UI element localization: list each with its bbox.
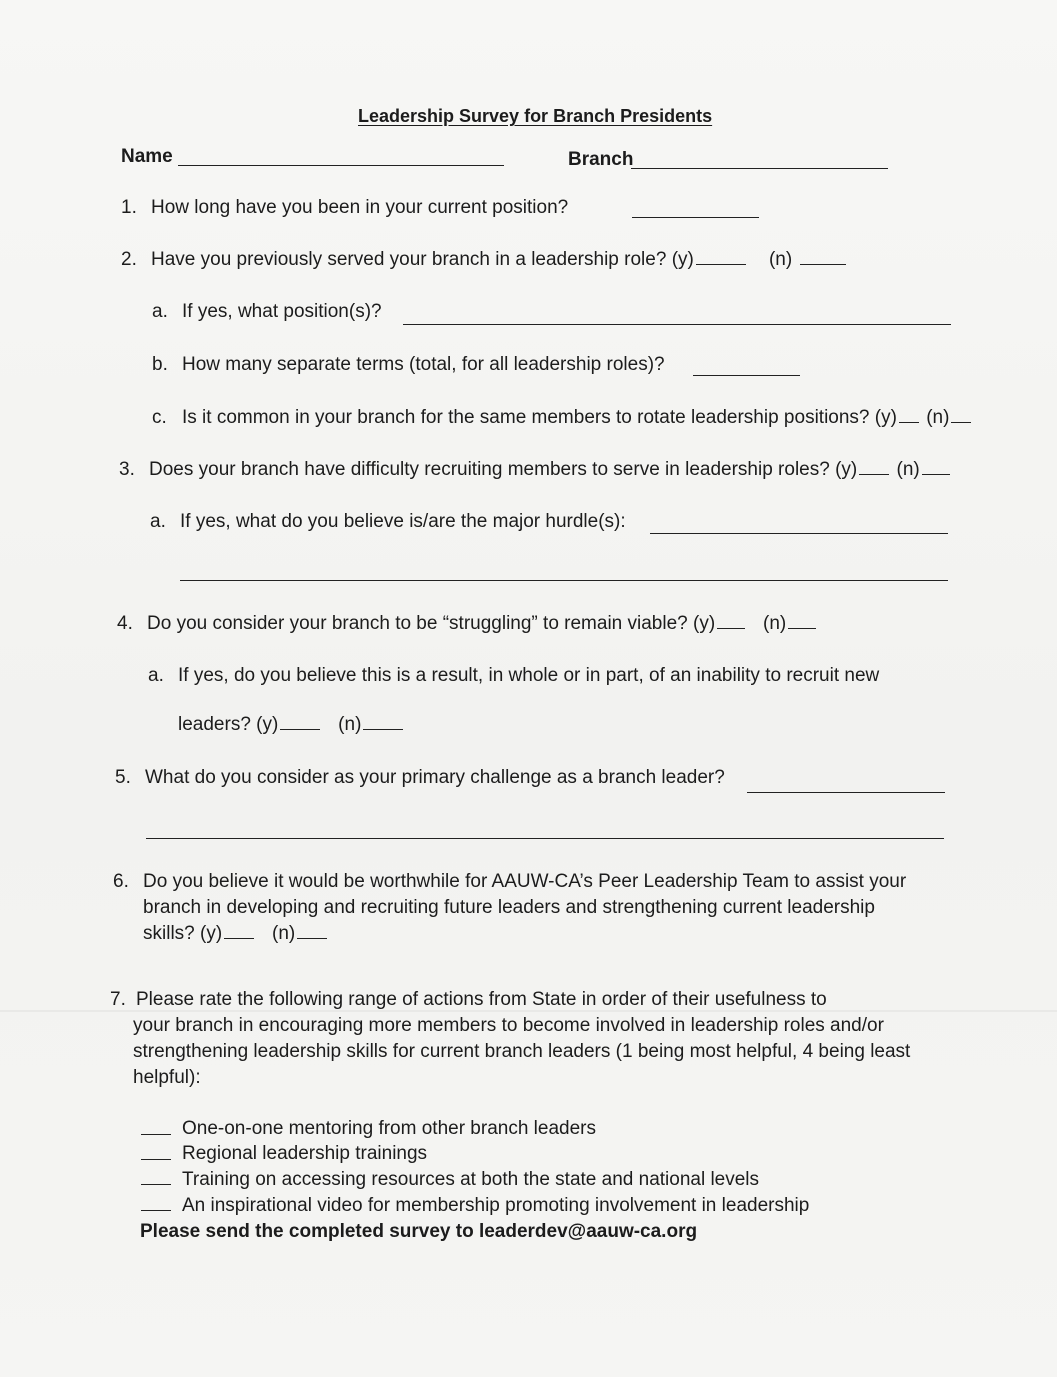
branch-label: Branch <box>568 149 634 170</box>
question-2c <box>152 406 973 430</box>
yes-label: (y) <box>835 459 858 480</box>
question-4 <box>117 612 818 636</box>
yes-label: (y) <box>200 923 223 944</box>
no-label: (n) <box>763 613 787 634</box>
question-number: 7. <box>110 989 126 1010</box>
q5-answer-field-2[interactable] <box>146 838 944 839</box>
question-4a <box>148 664 879 688</box>
sub-letter: a. <box>150 511 166 532</box>
no-label: (n) <box>338 714 362 735</box>
option-item: One-on-one mentoring from other branch leaders <box>182 1118 597 1139</box>
question-text: skills? <box>143 923 195 944</box>
q4-no-field[interactable] <box>788 612 816 629</box>
question-4a-cont <box>178 713 405 737</box>
question-text: Do you believe it would be worthwhile for AAUW-CA’s Peer Leadership Team to assist your <box>143 871 907 892</box>
question-text: If yes, do you believe this is a result, in whole or in part, of an inability to recruit new <box>178 665 880 686</box>
q4a-yes-field[interactable] <box>280 713 320 730</box>
no-label: (n) <box>272 923 296 944</box>
q3a-answer-field-2[interactable] <box>180 580 948 581</box>
question-1 <box>121 196 568 220</box>
yes-label: (y) <box>256 714 279 735</box>
question-number: 4. <box>117 613 133 634</box>
sub-letter: a. <box>152 301 168 322</box>
name-label: Name <box>121 146 173 167</box>
page-title: Leadership Survey for Branch Presidents <box>358 106 713 126</box>
q2-no-field[interactable] <box>800 248 846 265</box>
sub-letter: c. <box>152 407 167 428</box>
question-text: How long have you been in your current position? <box>151 197 569 218</box>
q2c-no-field[interactable] <box>951 406 971 423</box>
no-label: (n) <box>768 249 793 270</box>
question-2b <box>152 353 665 377</box>
question-text: Is it common in your branch for the same members to rotate leadership positions? <box>182 407 870 428</box>
rank-field[interactable] <box>141 1184 171 1185</box>
question-text: What do you consider as your primary challenge as a branch leader? <box>145 767 725 788</box>
q6-yes-field[interactable] <box>224 922 254 939</box>
question-6-line2: branch in developing and recruiting future leaders and strengthening current leadership <box>143 897 875 918</box>
name-field[interactable] <box>178 165 504 166</box>
sub-letter: b. <box>152 354 168 375</box>
yes-label: (y) <box>693 613 716 634</box>
question-3 <box>119 458 952 482</box>
q1-answer-field[interactable] <box>632 217 759 218</box>
question-7 <box>110 988 827 1012</box>
question-2 <box>121 248 848 272</box>
question-number: 2. <box>121 249 137 270</box>
question-2a <box>152 300 382 324</box>
question-6-line3 <box>143 922 329 946</box>
question-5 <box>115 766 725 790</box>
question-number: 6. <box>113 871 129 892</box>
q3-yes-field[interactable] <box>859 458 889 475</box>
question-text: Does your branch have difficulty recruiting members to serve in leadership roles? <box>149 459 830 480</box>
yes-label: (y) <box>874 407 897 428</box>
question-text: leaders? <box>178 714 251 735</box>
rank-field[interactable] <box>141 1159 171 1160</box>
question-7-line3: strengthening leadership skills for current branch leaders (1 being most helpful, 4 being least <box>133 1041 911 1062</box>
option-item: Training on accessing resources at both the state and national levels <box>182 1169 760 1190</box>
question-text: If yes, what do you believe is/are the major hurdle(s): <box>180 511 626 532</box>
question-text: Do you consider your branch to be “struggling” to remain viable? <box>147 613 688 634</box>
question-6 <box>113 870 906 894</box>
q5-answer-field[interactable] <box>747 792 945 793</box>
question-3a <box>150 510 626 534</box>
question-text: If yes, what position(s)? <box>182 301 382 322</box>
branch-field[interactable] <box>631 168 888 169</box>
q6-no-field[interactable] <box>297 922 327 939</box>
submission-instructions: Please send the completed survey to leaderdev@aauw-ca.org <box>140 1221 698 1242</box>
question-number: 3. <box>119 459 135 480</box>
q3-no-field[interactable] <box>922 458 950 475</box>
question-number: 1. <box>121 197 137 218</box>
q3a-answer-field[interactable] <box>650 533 948 534</box>
question-7-line4: helpful): <box>133 1067 201 1088</box>
rank-field[interactable] <box>141 1134 171 1135</box>
question-7-line2: your branch in encouraging more members to become involved in leadership roles and/or <box>133 1015 884 1036</box>
question-text: Have you previously served your branch in a leadership role? <box>151 249 667 270</box>
no-label: (n) <box>896 459 920 480</box>
q2a-answer-field[interactable] <box>403 324 951 325</box>
yes-label: (y) <box>671 249 694 270</box>
q4a-no-field[interactable] <box>363 713 403 730</box>
q2c-yes-field[interactable] <box>899 406 919 423</box>
question-number: 5. <box>115 767 131 788</box>
option-item: An inspirational video for membership promoting involvement in leadership <box>182 1195 810 1216</box>
question-text: How many separate terms (total, for all leadership roles)? <box>182 354 665 375</box>
option-item: Regional leadership trainings <box>182 1143 428 1164</box>
question-text: Please rate the following range of actions from State in order of their usefulness to <box>136 989 827 1010</box>
sub-letter: a. <box>148 665 164 686</box>
rank-field[interactable] <box>141 1210 171 1211</box>
q2-yes-field[interactable] <box>696 248 746 265</box>
q2b-answer-field[interactable] <box>693 375 800 376</box>
q4-yes-field[interactable] <box>717 612 745 629</box>
no-label: (n) <box>926 407 950 428</box>
